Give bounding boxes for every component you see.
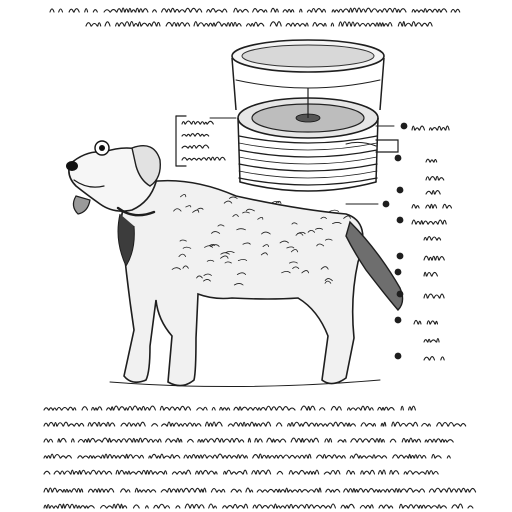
scribble-text-line bbox=[412, 204, 452, 208]
callout-dot bbox=[401, 123, 408, 130]
scribble-text-line bbox=[426, 191, 440, 194]
scribble-text-line bbox=[426, 159, 437, 162]
scribble-text-line bbox=[44, 438, 453, 442]
scribble-text-line bbox=[424, 339, 439, 342]
scribble-text-line bbox=[44, 422, 466, 426]
scribble-text-line bbox=[412, 220, 446, 224]
scribble-text-line bbox=[412, 126, 449, 130]
callout-dot bbox=[397, 217, 404, 224]
vessel-ring bbox=[239, 157, 377, 164]
scribble-text-line bbox=[182, 145, 209, 148]
vessel-ring bbox=[239, 178, 377, 185]
fur-stroke bbox=[330, 210, 339, 211]
scribble-text-line bbox=[86, 22, 432, 26]
scribble-text-line bbox=[182, 157, 225, 160]
callout-dot bbox=[395, 317, 402, 324]
glass-jar-icon bbox=[232, 40, 398, 191]
scribble-text-line bbox=[424, 272, 437, 276]
callout-dot bbox=[397, 291, 404, 298]
callout-dot bbox=[397, 253, 404, 260]
scribble-text-line bbox=[414, 320, 438, 324]
vessel-ring bbox=[239, 150, 377, 157]
dog-icon bbox=[66, 141, 403, 387]
vessel-ring bbox=[239, 143, 377, 150]
scribble-text-line bbox=[424, 237, 441, 240]
scribble-text-line bbox=[424, 256, 444, 260]
callout-dot bbox=[395, 269, 402, 276]
scribble-text-line bbox=[424, 357, 444, 360]
callout-dot bbox=[383, 201, 390, 208]
callout-dot bbox=[397, 187, 404, 194]
callout-dot bbox=[395, 353, 402, 360]
header-scribble bbox=[50, 8, 460, 26]
callout-dot bbox=[395, 155, 402, 162]
fur-stroke bbox=[272, 201, 279, 203]
scribble-text-line bbox=[44, 406, 415, 410]
scribble-text-line bbox=[426, 176, 444, 180]
scribble-text-line bbox=[44, 454, 450, 458]
scribble-text-line bbox=[424, 294, 444, 298]
scribble-text-line bbox=[182, 121, 213, 124]
scribble-text-line bbox=[182, 133, 209, 136]
vessel-ring bbox=[239, 171, 377, 178]
scribble-text-line bbox=[44, 470, 438, 474]
scribble-text-line bbox=[44, 488, 476, 492]
left-label-bracket bbox=[176, 116, 236, 166]
vessel-ring bbox=[239, 164, 377, 171]
scribble-text-line bbox=[50, 8, 460, 12]
scribble-text-line bbox=[44, 504, 473, 508]
caption-scribble bbox=[44, 406, 476, 508]
